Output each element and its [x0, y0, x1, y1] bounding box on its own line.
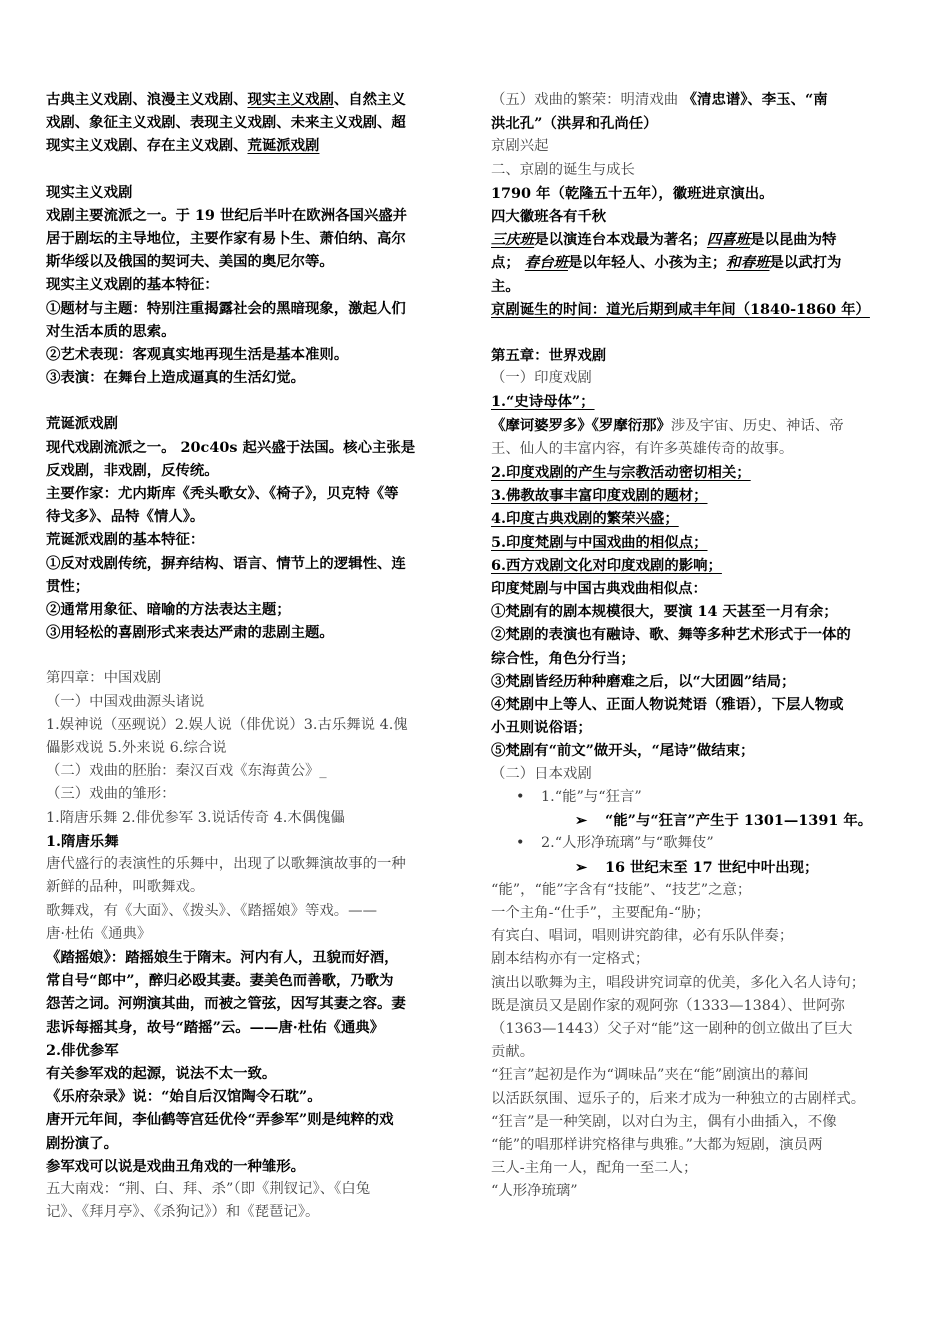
- absurd-text: ①反对戏剧传统，摒弃结构、语言、情节上的逻辑性、连: [46, 554, 406, 572]
- noh-text: “能”，“能”字含有“技能”、“技艺”之意；: [491, 881, 752, 898]
- absurd-heading: 荒诞派戏剧: [46, 415, 118, 433]
- canjun-text: 唐开元年间，李仙鹤等宫廷优伶“弄参军”则是纯粹的戏: [46, 1111, 394, 1129]
- absurd-text: 反戏剧，非戏剧，反传统。: [46, 461, 219, 479]
- chapter-4-text: 1.娱神说（巫觋说）2.娱人说（俳优说）3.古乐舞说 4.傀: [46, 716, 408, 733]
- bullet-icon: •: [516, 788, 525, 805]
- birth-time-text: 京剧诞生的时间：道光后期到咸丰年间（1840-1860 年）: [491, 300, 870, 318]
- drama-schools-line-1: 古典主义戏剧、浪漫主义戏剧、现实主义戏剧、自然主义: [46, 91, 406, 108]
- realism-text: 居于剧坛的主导地位，主要作家有易卜生、萧伯纳、高尔: [46, 230, 406, 248]
- kyogen-text: “狂言”是一种笑剧，以对白为主，偶有小曲插入，不像: [491, 1113, 837, 1130]
- noh-text: 有宾白、唱词，唱则讲究韵律，必有乐队伴奏；: [491, 928, 794, 945]
- arrow-item: ➢ “能”与“狂言”产生于 1301—1391 年。: [491, 809, 905, 832]
- absurd-text: 荒诞派戏剧的基本特征：: [46, 531, 205, 549]
- jingju-birth-heading: 二、京剧的诞生与成长: [491, 161, 635, 178]
- absurd-text: ③用轻松的喜剧形式来表达严肃的悲剧主题。: [46, 624, 334, 642]
- noh-text: 剧本结构亦有一定格式；: [491, 951, 650, 968]
- similarity-text: ②梵剧的表演也有融诗、歌、舞等多种艺术形式于一体的: [491, 626, 851, 644]
- right-column: [491, 88, 905, 1204]
- india-point: 2.印度戏剧的产生与宗教活动密切相关；: [491, 464, 751, 482]
- year-1790-text: 1790 年（乾隆五十五年），徽班进京演出。: [491, 184, 774, 202]
- left-column: [46, 88, 460, 1224]
- realism-text: 斯华绥以及俄国的契诃夫、美国的奥尼尔等。: [46, 253, 334, 271]
- absurd-text: 待戈多》、品特《情人》。: [46, 508, 205, 526]
- absurd-text: 主要作家：尤内斯库《秃头歌女》、《椅子》，贝克特《等: [46, 485, 399, 503]
- tayaoniang-text: 《踏摇娘》：踏摇娘生于隋末。河内有人，丑貌而好酒，: [46, 948, 399, 966]
- sui-tang-text: 唐·杜佑《通典》: [46, 925, 152, 942]
- four-troupes-heading: 四大徽班各有千秋: [491, 208, 607, 226]
- absurd-text: 现代戏剧流派之一。 20c40s 起兴盛于法国。核心主张是: [46, 438, 416, 456]
- realism-heading: 现实主义戏剧: [46, 183, 133, 201]
- arrow-icon: ➢: [574, 812, 587, 830]
- prosperity-line-1: （五）戏曲的繁荣：明清戏曲 《清忠谱》、李玉、“南: [491, 91, 828, 108]
- epic-text-2: 王、仙人的丰富内容，有许多英雄传奇的故事。: [491, 440, 794, 457]
- sui-tang-text: 歌舞戏，有《大面》、《拨头》、《踏摇娘》等戏。——: [46, 902, 377, 919]
- india-point: 5.印度梵剧与中国戏曲的相似点；: [491, 533, 708, 551]
- drama-schools-line-2: 戏剧、象征主义戏剧、表现主义戏剧、未来主义戏剧、超: [46, 114, 406, 132]
- realism-text: 戏剧主要流派之一。于 19 世纪后半叶在欧洲各国兴盛并: [46, 206, 408, 224]
- jingju-rise: 京剧兴起: [491, 138, 549, 155]
- drama-schools-line-3: 现实主义戏剧、存在主义戏剧、荒诞派戏剧: [46, 137, 320, 155]
- noh-text: 演出以歌舞为主，唱段讲究词章的优美，多化入名人诗句；: [491, 974, 866, 991]
- kyogen-text: “能”的唱那样讲究格律与典雅。”大都为短剧，演员两: [491, 1136, 823, 1153]
- arrow-icon: ➢: [574, 858, 587, 876]
- absurd-text: ②通常用象征、暗喻的方法表达主题；: [46, 601, 291, 619]
- bullet-icon: •: [516, 835, 525, 852]
- chapter-4-text: 1.隋唐乐舞 2.俳优参军 3.说话传奇 4.木偶傀儡: [46, 809, 345, 826]
- bullet-item: • 1.“能”与“狂言”: [491, 786, 905, 809]
- chapter-4-heading: 第四章：中国戏剧: [46, 670, 162, 687]
- kyogen-text: 三人-主角一人，配角一至二人；: [491, 1160, 698, 1177]
- canjun-text: 参军戏可以说是戏曲丑角戏的一种雏形。: [46, 1157, 306, 1175]
- realism-text: 对生活本质的思索。: [46, 322, 176, 340]
- canjun-text: 有关参军戏的起源，说法不太一致。: [46, 1064, 277, 1082]
- similarity-text: ①梵剧有的剧本规模很大，要演 14 天甚至一月有余；: [491, 603, 838, 621]
- realism-text: 现实主义戏剧的基本特征：: [46, 276, 219, 294]
- similarity-text: 小丑则说俗语；: [491, 719, 592, 737]
- four-troupes-line-3: 主。: [491, 277, 520, 295]
- nanxi-text: 五大南戏：“荆、白、拜、杀”（即《荆钗记》、《白兔: [46, 1180, 371, 1197]
- japan-heading: （二）日本戏剧: [491, 765, 592, 782]
- india-point: 3.佛教故事丰富印度戏剧的题材；: [491, 487, 708, 505]
- canjun-heading: 2.俳优参军: [46, 1041, 119, 1059]
- epic-text-1: 《摩诃婆罗多》《罗摩衍那》涉及宇宙、历史、神话、帝: [491, 416, 844, 434]
- similarity-text: ③梵剧皆经历种种磨难之后，以“大团圆”结局；: [491, 672, 796, 690]
- prosperity-line-2: 洪北孔”（洪昇和孔尚任）: [491, 115, 658, 133]
- kyogen-text: “狂言”起初是作为“调味品”夹在“能”剧演出的幕间: [491, 1067, 809, 1084]
- sui-tang-text: 新鲜的品种，叫歌舞戏。: [46, 879, 205, 896]
- india-point: 4.印度古典戏剧的繁荣兴盛；: [491, 510, 679, 528]
- india-point: 6.西方戏剧文化对印度戏剧的影响；: [491, 556, 722, 574]
- chapter-4-text: （二）戏曲的胚胎：秦汉百戏《东海黄公》_: [46, 763, 327, 780]
- similarity-text: 综合性，角色分行当；: [491, 649, 635, 667]
- chapter-4-text: （三）戏曲的雏形：: [46, 786, 176, 803]
- similarity-heading: 印度梵剧与中国古典戏曲相似点：: [491, 580, 707, 598]
- chapter-4-text: 儡影戏说 5.外来说 6.综合说: [46, 740, 227, 757]
- tayaoniang-text: 悲诉每摇其身，故号“踏摇”云。——唐·杜佑《通典》: [46, 1018, 385, 1036]
- kyogen-text: 以活跃氛围、逗乐子的，后来才成为一种独立的古剧样式。: [491, 1090, 866, 1107]
- arrow-item: ➢ 16 世纪末至 17 世纪中叶出现；: [491, 856, 905, 879]
- four-troupes-line-2: 点； 春台班是以年轻人、小孩为主；和春班是以武打为: [491, 254, 842, 272]
- canjun-text: 剧扮演了。: [46, 1134, 118, 1152]
- tayaoniang-text: 常自号“郎中”，醉归必殴其妻。妻美色而善歌，乃歌为: [46, 972, 394, 990]
- chapter-5-heading: 第五章：世界戏剧: [491, 347, 607, 365]
- noh-text: （1363—1443）父子对“能”这一剧种的创立做出了巨大: [491, 1020, 853, 1037]
- realism-text: ②艺术表现：客观真实地再现生活是基本准则。: [46, 346, 349, 364]
- canjun-text: 《乐府杂录》说：“始自后汉馆陶令石耽”。: [46, 1088, 322, 1106]
- realism-text: ①题材与主题：特别注重揭露社会的黑暗现象，激起人们: [46, 299, 406, 317]
- chapter-4-text: （一）中国戏曲源头诸说: [46, 693, 205, 710]
- bullet-item: • 2.“人形净琉璃”与“歌舞伎”: [491, 832, 905, 855]
- kyogen-text: “人形净琉璃”: [491, 1183, 578, 1200]
- tayaoniang-text: 怨苦之词。河朔演其曲，而被之管弦，因写其妻之容。妻: [46, 995, 406, 1013]
- noh-text: 既是演员又是剧作家的观阿弥（1333—1384）、世阿弥: [491, 997, 845, 1014]
- epic-point: 1.“史诗母体”；: [491, 393, 595, 411]
- four-troupes-line-1: 三庆班是以演连台本戏最为著名；四喜班是以昆曲为特: [491, 231, 837, 249]
- noh-text: 贡献。: [491, 1044, 535, 1061]
- realism-text: ③表演：在舞台上造成逼真的生活幻觉。: [46, 369, 306, 387]
- similarity-text: ④梵剧中上等人、正面人物说梵语（雅语），下层人物或: [491, 696, 844, 714]
- similarity-text: ⑤梵剧有“前文”做开头，“尾诗”做结束；: [491, 742, 755, 760]
- india-heading: （一）印度戏剧: [491, 370, 592, 387]
- sui-tang-text: 唐代盛行的表演性的乐舞中，出现了以歌舞演故事的一种: [46, 856, 406, 873]
- nanxi-text: 记》、《拜月亭》、《杀狗记》）和《琵琶记》。: [46, 1204, 320, 1221]
- noh-text: 一个主角-“仕手”，主要配角-“胁；: [491, 904, 710, 921]
- sui-tang-heading: 1.隋唐乐舞: [46, 832, 119, 850]
- absurd-text: 贯性；: [46, 577, 90, 595]
